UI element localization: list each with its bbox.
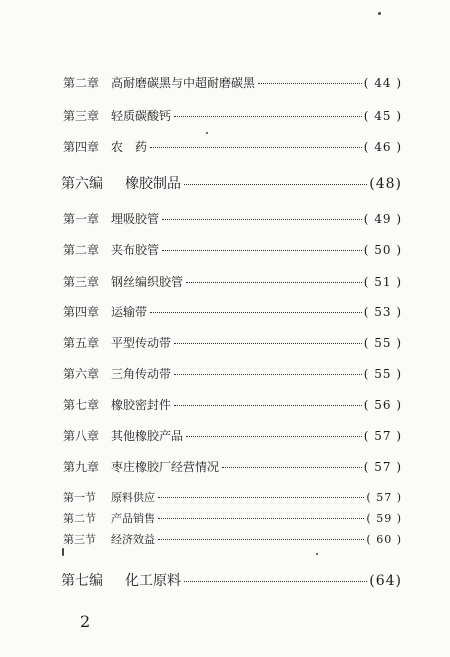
chapter-number: 第五章 [63,336,100,350]
toc-entry [63,107,402,124]
entry-title: 橡胶密封件 [111,398,172,412]
page-folio: 2 [80,612,91,631]
toc-entry [63,458,402,475]
toc-section-entry [63,531,402,547]
page-number: ( 46 ) [363,140,402,154]
entry-title: 其他橡胶产品 [111,429,184,443]
part-number: 第六编 [61,176,103,192]
dot-leader [158,539,364,540]
section-number: 第三节 [63,533,96,546]
page-number: ( 57 ) [363,460,402,474]
toc-entry [63,138,402,155]
dot-leader [174,116,362,117]
chapter-number: 第二章 [63,76,100,90]
toc-entry [63,427,402,444]
dot-leader [186,436,362,437]
toc-entry [63,396,402,413]
page-number: (64) [369,573,402,589]
section-number: 第一节 [63,491,96,504]
entry-title: 平型传动带 [111,336,172,350]
scan-speck [206,132,208,134]
dot-leader [174,405,362,406]
chapter-number: 第三章 [63,109,100,123]
chapter-number: 第三章 [63,275,100,289]
dot-leader [150,147,362,148]
dot-leader [158,518,364,519]
dot-leader [158,497,364,498]
toc-section-entry [63,510,402,526]
toc-section-entry [63,489,402,505]
toc-entry [63,74,402,91]
page-number: ( 59 ) [366,512,402,525]
dot-leader [186,282,362,283]
page-number: ( 49 ) [363,212,402,226]
dot-leader [150,312,362,313]
entry-title: 农 药 [111,140,148,154]
dot-leader [258,83,362,84]
scan-speck [316,553,318,555]
entry-title: 橡胶制品 [125,176,181,192]
toc-part-entry [61,173,402,193]
toc-entry [63,334,402,351]
entry-title: 轻质碳酸钙 [111,109,172,123]
page-number: ( 57 ) [366,491,402,504]
entry-title: 运输带 [111,305,148,319]
page-number: ( 56 ) [363,398,402,412]
page-number: ( 53 ) [363,305,402,319]
page-number: ( 51 ) [363,275,402,289]
entry-title: 夹布胶管 [111,243,160,257]
page-number: ( 44 ) [363,76,402,90]
dot-leader [174,343,362,344]
scan-speck [378,12,381,15]
chapter-number: 第一章 [63,212,100,226]
page-number: ( 45 ) [363,109,402,123]
chapter-number: 第六章 [63,367,100,381]
chapter-number: 第七章 [63,398,100,412]
page-number: ( 57 ) [363,429,402,443]
entry-title: 枣庄橡胶厂经营情况 [111,460,220,474]
dot-leader [222,467,362,468]
toc-entry [63,303,402,320]
page-number: ( 55 ) [363,367,402,381]
chapter-number: 第九章 [63,460,100,474]
dot-leader [162,219,362,220]
dot-leader [184,184,367,185]
entry-title: 埋吸胶管 [111,212,160,226]
page-number: (48) [369,176,402,192]
page-number: ( 50 ) [363,243,402,257]
entry-title: 高耐磨碳黑与中超耐磨碳黑 [111,76,256,90]
part-number: 第七编 [61,573,103,589]
entry-title: 经济效益 [111,533,155,546]
toc-entry [63,210,402,227]
entry-title: 化工原料 [125,573,181,589]
toc-entry [63,273,402,290]
chapter-number: 第八章 [63,429,100,443]
scan-speck [62,548,64,556]
chapter-number: 第四章 [63,140,100,154]
page-number: ( 60 ) [366,533,402,546]
section-number: 第二节 [63,512,96,525]
page-number: ( 55 ) [363,336,402,350]
dot-leader [162,250,362,251]
toc-entry [63,241,402,258]
toc-entry [63,365,402,382]
chapter-number: 第四章 [63,305,100,319]
entry-title: 钢丝编织胶管 [111,275,184,289]
chapter-number: 第二章 [63,243,100,257]
dot-leader [174,374,362,375]
entry-title: 原料供应 [111,491,155,504]
entry-title: 三角传动带 [111,367,172,381]
dot-leader [184,581,367,582]
toc-part-entry [61,570,402,590]
entry-title: 产品销售 [111,512,155,525]
